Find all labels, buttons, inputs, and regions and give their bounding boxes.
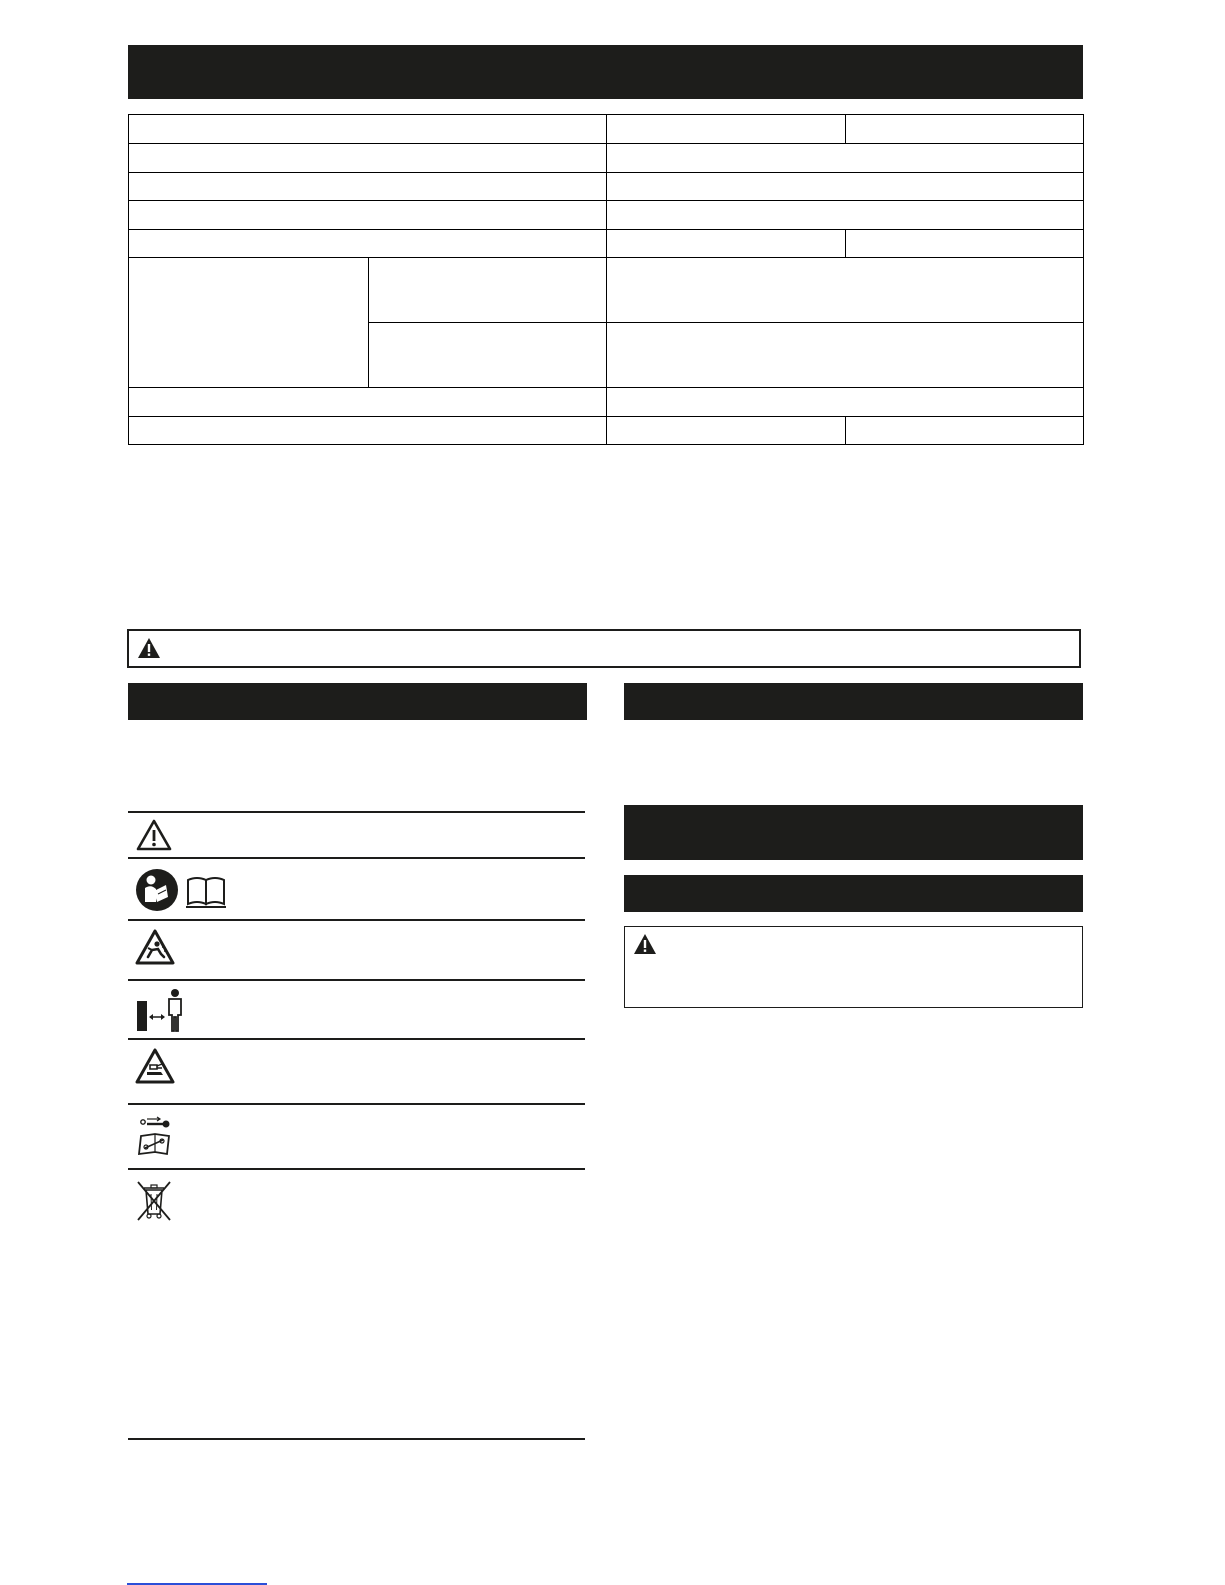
read-manual-icon — [135, 868, 227, 912]
spec-row-5-value-a — [606, 229, 846, 258]
spec-row-7-value — [606, 387, 1084, 417]
left-section-heading — [128, 683, 587, 720]
spec-row-4-label — [128, 200, 607, 230]
symbol-row-hand-injury — [128, 1040, 585, 1103]
symbol-divider — [128, 1438, 585, 1440]
spec-row-6-sub-1-value — [606, 257, 1084, 323]
spec-row-7-label — [128, 387, 607, 417]
spec-row-6-sub-2-value — [606, 322, 1084, 388]
spec-row-2-label — [128, 143, 607, 173]
spec-row-6-sub-1-label — [368, 257, 607, 323]
right-section-heading-3 — [624, 875, 1083, 912]
hand-injury-icon — [135, 1048, 175, 1084]
symbol-row-read-manual — [128, 859, 585, 919]
warning-banner — [127, 629, 1081, 668]
symbol-row-caution — [128, 813, 585, 857]
maintenance-manual-icon — [137, 1114, 173, 1158]
spec-row-6-label — [128, 257, 369, 388]
spec-table — [128, 114, 1084, 445]
spec-row-5-value-b — [845, 229, 1084, 258]
spec-row-8-label — [128, 416, 607, 445]
right-section-heading-1 — [624, 683, 1083, 720]
spec-row-8-value-b — [845, 416, 1084, 445]
flying-objects-icon — [135, 929, 175, 965]
symbol-row-keep-distance — [128, 981, 585, 1038]
spec-row-1-value-b — [845, 114, 1084, 144]
symbol-row-recycling — [128, 1170, 585, 1438]
warning-triangle-icon — [633, 933, 657, 955]
spec-row-1-label — [128, 114, 607, 144]
spec-row-8-value-a — [606, 416, 846, 445]
spec-row-3-value — [606, 172, 1084, 201]
spec-row-3-label — [128, 172, 607, 201]
spec-row-2-value — [606, 143, 1084, 173]
spec-row-1-value-a — [606, 114, 846, 144]
caution-triangle-icon — [136, 819, 172, 851]
right-section-heading-2 — [624, 805, 1083, 860]
keep-distance-icon — [135, 987, 187, 1033]
crossed-bin-icon — [136, 1180, 172, 1222]
spec-row-5-label — [128, 229, 607, 258]
right-warning-box — [624, 926, 1083, 1008]
title-bar — [128, 45, 1083, 99]
symbol-row-maintenance — [128, 1105, 585, 1168]
symbol-row-flying-objects — [128, 921, 585, 979]
spec-row-4-value — [606, 200, 1084, 230]
warning-triangle-icon — [137, 637, 161, 659]
spec-row-6-sub-2-label — [368, 322, 607, 388]
